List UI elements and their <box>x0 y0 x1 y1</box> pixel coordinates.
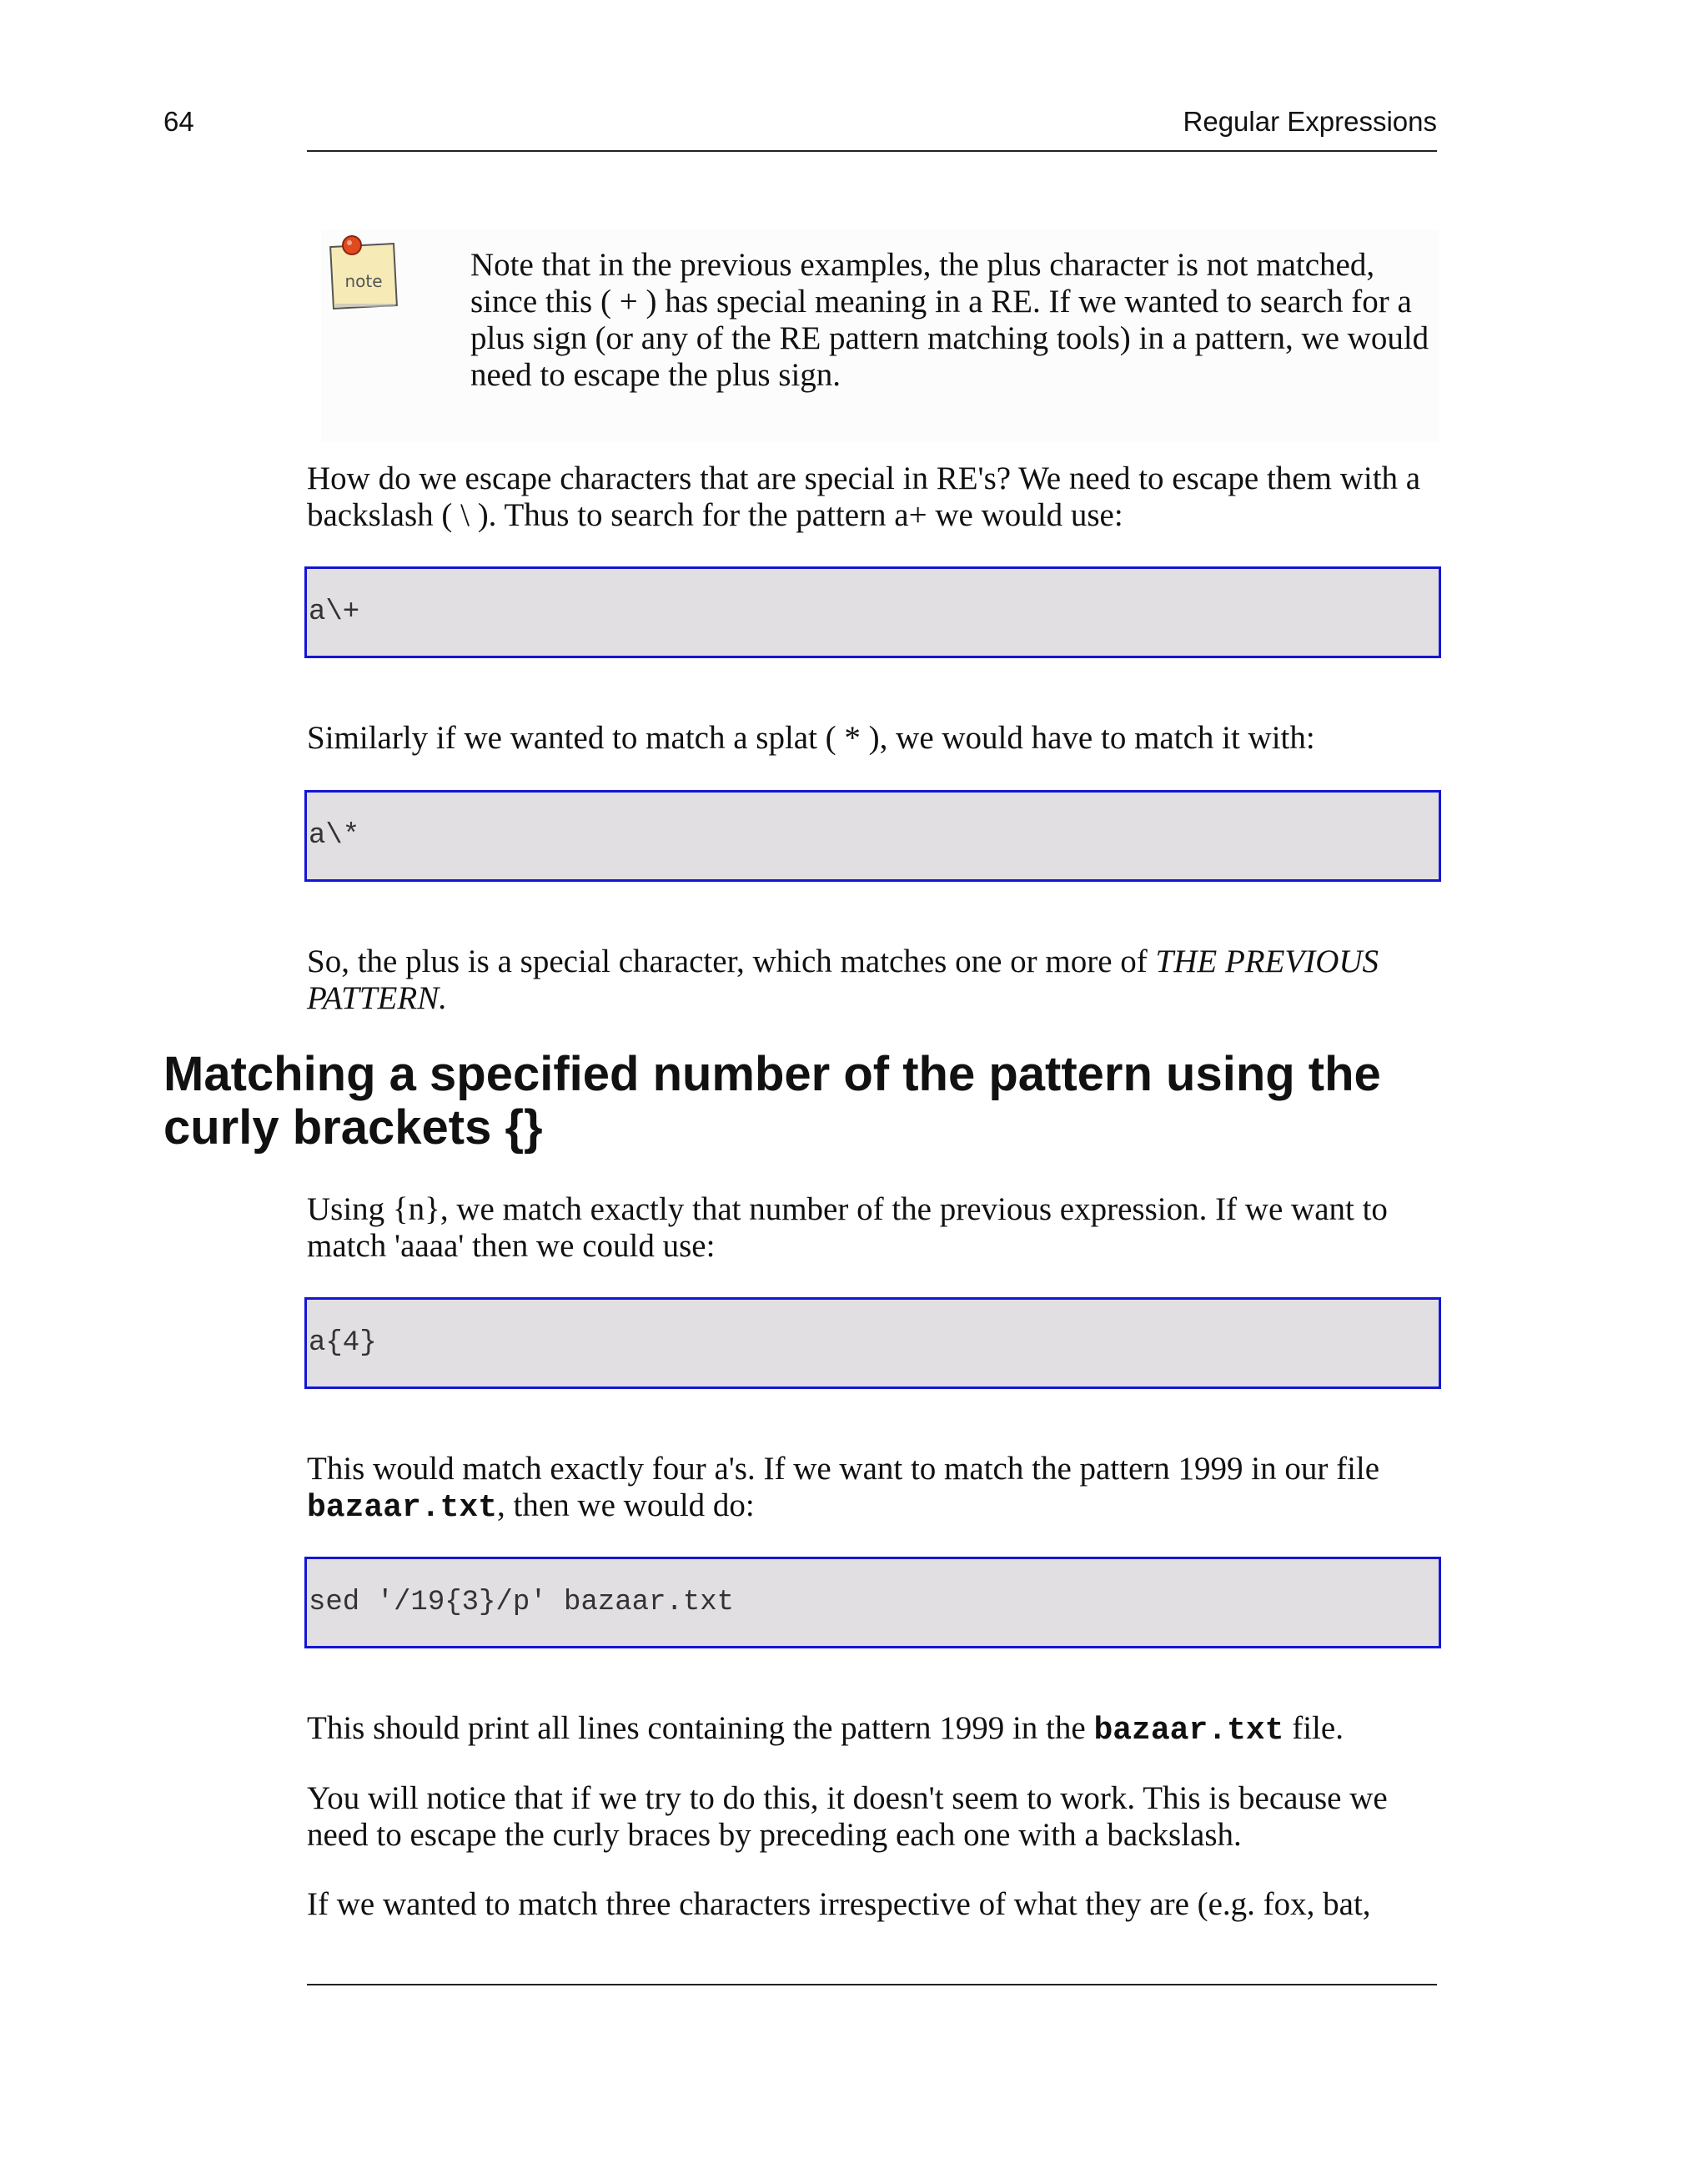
filename: bazaar.txt <box>307 1490 498 1526</box>
page-number: 64 <box>163 106 194 137</box>
note-icon <box>327 232 400 312</box>
running-header-title: Regular Expressions <box>1183 106 1437 137</box>
code-text: a{4} <box>309 1327 377 1359</box>
paragraph-text: , then we would do: <box>497 1487 755 1523</box>
paragraph-text: file. <box>1284 1710 1344 1746</box>
paragraph-print-lines <box>307 1710 1441 1749</box>
section-heading: Matching a specified number of the pattern using the curly brackets {} <box>163 1047 1381 1155</box>
paragraph-splat: Similarly if we wanted to match a splat ( * ), we would have to match it with: <box>307 720 1315 756</box>
code-text: a\+ <box>309 596 360 628</box>
code-text: sed '/19{3}/p' bazaar.txt <box>309 1587 735 1618</box>
note-text: Note that in the previous examples, the plus character is not matched, since this ( + ) has special meaning in a RE. If we wanted to search for a plus sign (or any of the RE pattern matching tools) in a pattern, we would need to escape the plus sign. <box>470 247 1429 393</box>
code-block-plus <box>304 566 1441 658</box>
paragraph-match-1999 <box>307 1451 1441 1527</box>
header-rule <box>307 150 1437 152</box>
paragraph-text: This would match exactly four a's. If we want to match the pattern 1999 in our file <box>307 1451 1380 1487</box>
code-block-sed <box>304 1557 1441 1648</box>
paragraph-escape-braces: You will notice that if we try to do this, it doesn't seem to work. This is because we need to escape the curly braces by preceding each one with a backslash. <box>307 1780 1388 1853</box>
paragraph-plus-special <box>307 944 1441 1017</box>
code-block-a4 <box>304 1297 1441 1389</box>
code-text: a\* <box>309 820 360 852</box>
footer-rule <box>307 1984 1437 1985</box>
filename: bazaar.txt <box>1093 1713 1284 1749</box>
paragraph-escape-intro: How do we escape characters that are special in RE's? We need to escape them with a backslash ( \ ). Thus to search for the pattern a+ we would use: <box>307 460 1421 533</box>
note-icon-label: note <box>344 271 383 291</box>
emphasis-text: THE PREVIOUS PATTERN. <box>307 944 1379 1016</box>
paragraph-text: So, the plus is a special character, which matches one or more of <box>307 944 1156 979</box>
paragraph-text: This should print all lines containing the pattern 1999 in the <box>307 1710 1094 1746</box>
paragraph-curly-n: Using {n}, we match exactly that number of the previous expression. If we want to match 'aaaa' then we could use: <box>307 1191 1388 1264</box>
paragraph-three-chars: If we wanted to match three characters irrespective of what they are (e.g. fox, bat, <box>307 1886 1371 1922</box>
code-block-splat <box>304 790 1441 882</box>
